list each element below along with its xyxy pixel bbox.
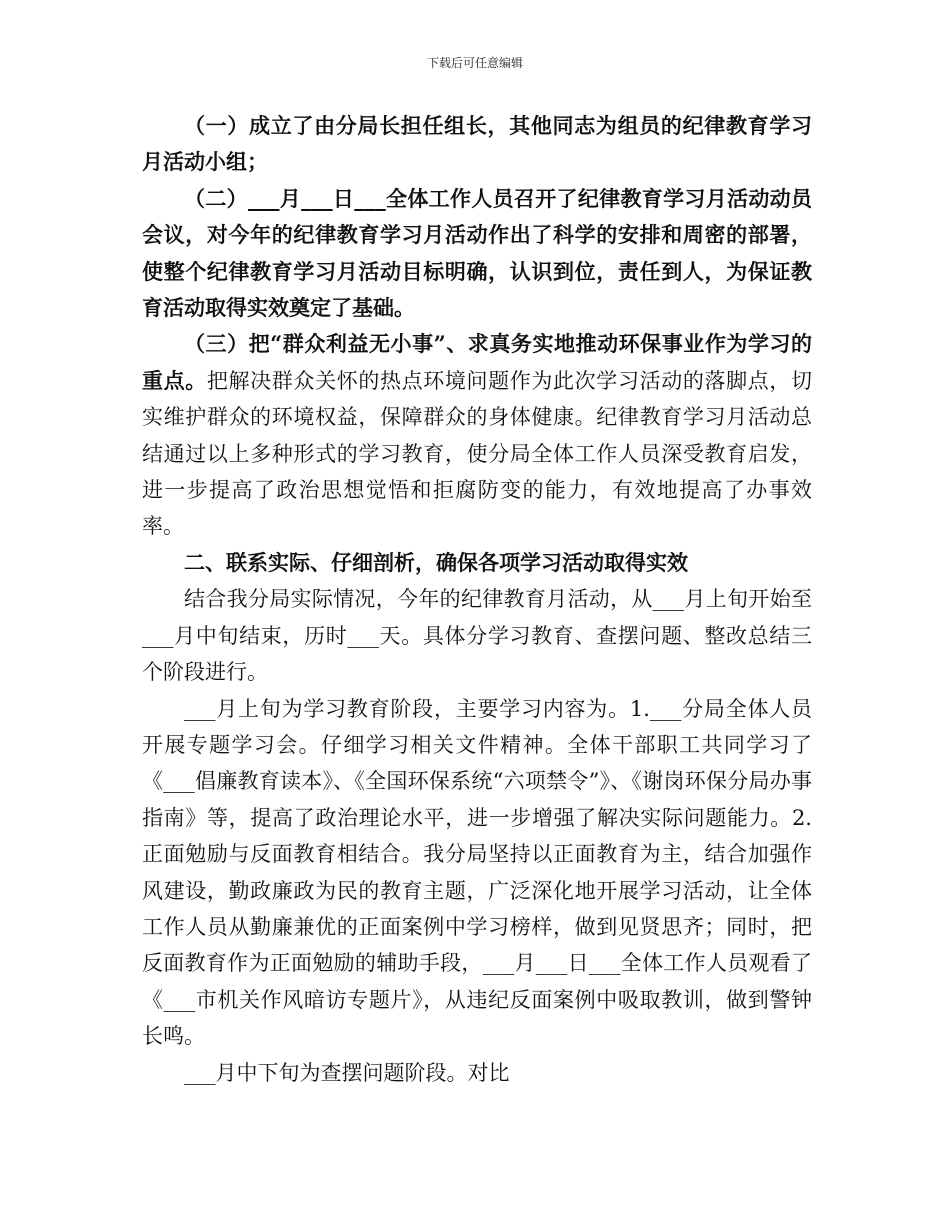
paragraph-2 xyxy=(142,181,812,327)
paragraph-5-text: 结合我分局实际情况，今年的纪律教育月活动，从___月上旬开始至___月中旬结束，历时___天。具体分学习教育、查摆问题、整改总结三个阶段进行。 xyxy=(142,587,812,685)
paragraph-3 xyxy=(142,326,812,544)
paragraph-7 xyxy=(142,1055,812,1091)
paragraph-3-text: 把解决群众关怀的热点环境问题作为此次学习活动的落脚点，切实维护群众的环境权益，保障群众的身体健康。纪律教育学习月活动总结通过以上多种形式的学习教育，使分局全体工作人员深受教育启发，进一步提高了政治思想觉悟和拒腐防变的能力，有效地提高了办事效率。 xyxy=(142,368,813,539)
page-header: 下载后可任意编辑 xyxy=(426,56,523,70)
paragraph-6 xyxy=(142,691,812,1055)
paragraph-5 xyxy=(142,581,812,690)
paragraph-6-text: ___月上旬为学习教育阶段，主要学习内容为。1.___分局全体人员开展专题学习会。仔细学习相关文件精神。全体干部职工共同学习了《___倡廉教育读本》、《全国环保系统“六项禁令”》、《谢岗环保分局办事指南》等，提高了政治理论水平，进一步增强了解决实际问题能力。2.正面勉励与反面教育相结合。我分局坚持以正面教育为主，结合加强作风建设，勤政廉政为民的教育主题，广泛深化地开展学习活动，让全体工作人员从勤廉兼优的正面案例中学习榜样，做到见贤思齐；同时，把反面教育作为正面勉励的辅助手段，___月___日___全体工作人员观看了《___市机关作风暗访专题片》，从违纪反面案例中吸取教训，做到警钟长鸣。 xyxy=(142,696,812,1049)
section-heading-2 xyxy=(142,545,812,581)
document-body xyxy=(142,108,812,1091)
paragraph-1-bold: （一）成立了由分局长担任组长，其他同志为组员的纪律教育学习月活动小组； xyxy=(142,113,812,175)
paragraph-1 xyxy=(142,108,812,181)
section-heading-2-text: 二、联系实际、仔细剖析，确保各项学习活动取得实效 xyxy=(184,549,688,575)
paragraph-2-bold: （二）___月___日___全体工作人员召开了纪律教育学习月活动动员会议，对今年的纪律教育学习月活动作出了科学的安排和周密的部署，使整个纪律教育学习月活动目标明确，认识到位，责任到人，为保证教育活动取得实效奠定了基础。 xyxy=(142,185,812,321)
paragraph-3-bold: （三）把“群众利益无小事”、求真务实地推动环保事业作为学习的重点。 xyxy=(142,331,812,393)
paragraph-7-text: ___月中下旬为查摆问题阶段。对比 xyxy=(184,1060,510,1085)
